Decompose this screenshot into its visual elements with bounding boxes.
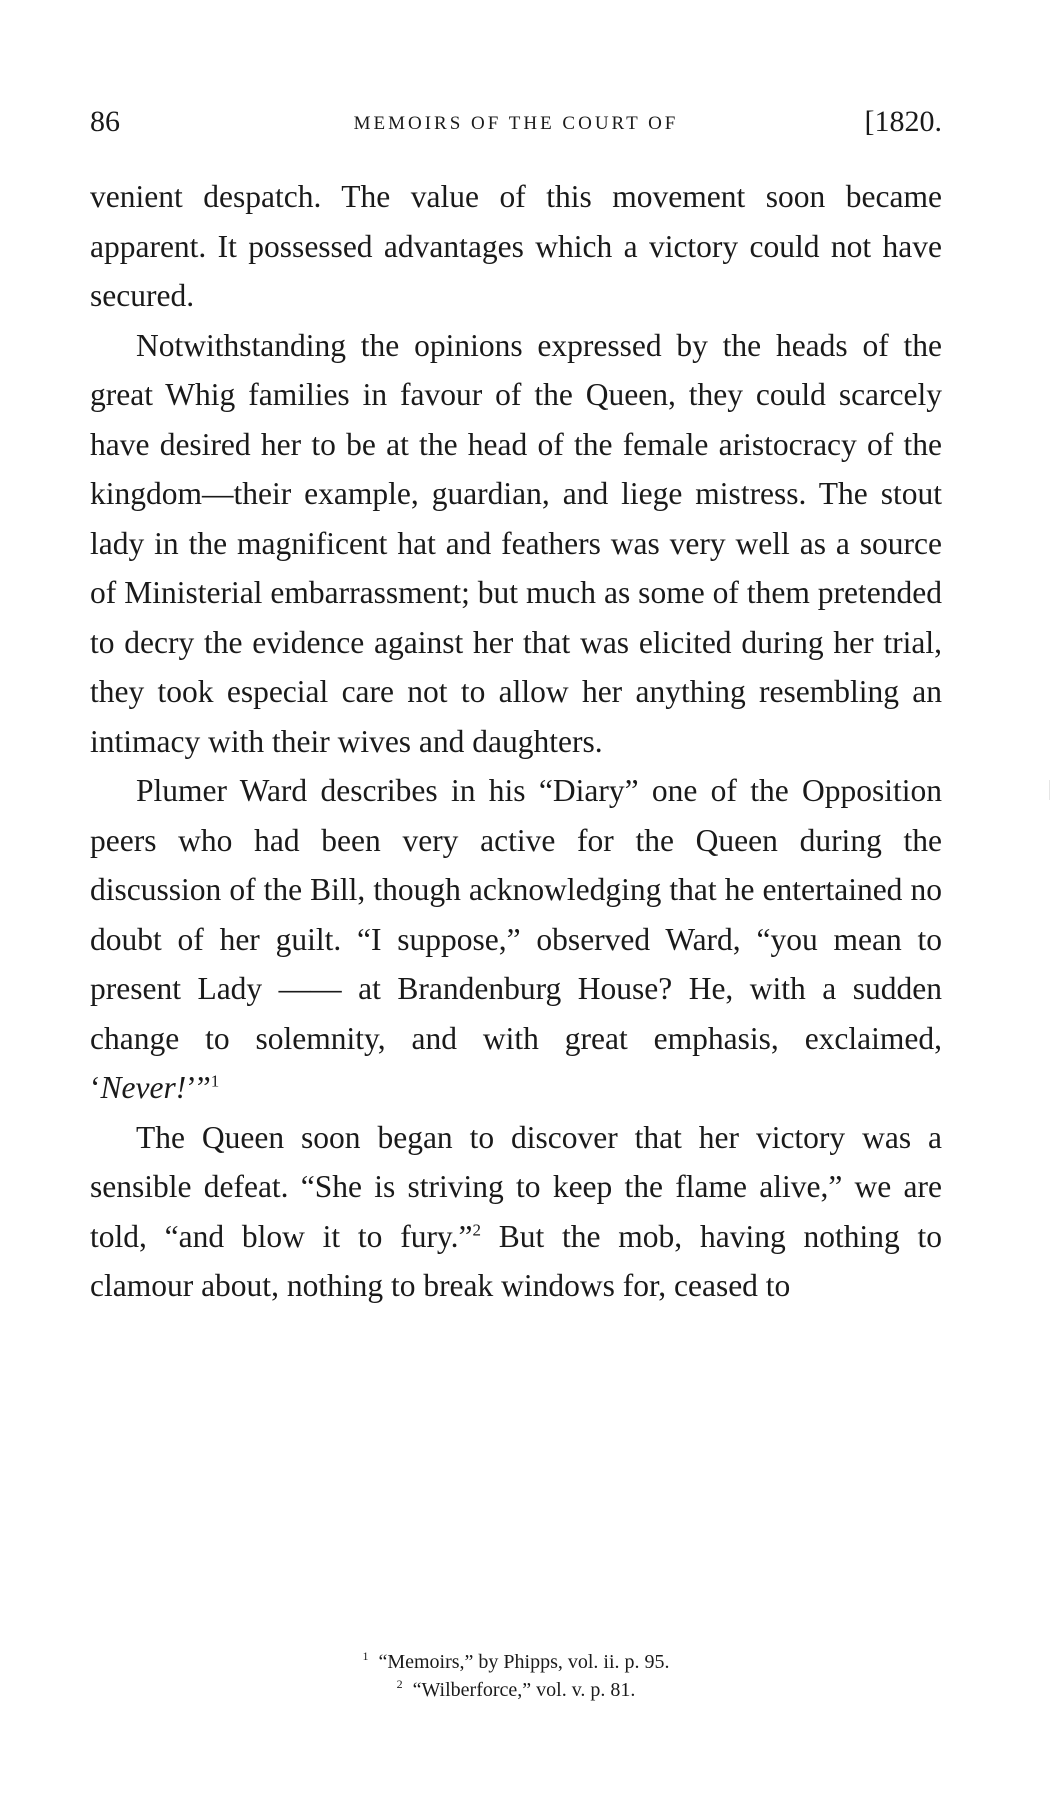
paragraph (90, 766, 942, 1113)
paragraph (90, 172, 942, 321)
footnote-text: “Memoirs,” by Phipps, vol. ii. p. 95. (378, 1651, 670, 1673)
paragraph-text: venient despatch. The value of this movement soon became apparent. It possessed advantages which a victory could not have secured. (90, 179, 942, 313)
paragraph-text: Notwithstanding the opinions expressed by the heads of the great Whig families in favour of the Queen, they could scarcely have desired her to be at the head of the female aristocracy of the kingdom—their example, guardian, and liege mistress. The stout lady in the magnificent hat and feathers was very well as a source of Ministerial embarrassment; but much as some of them pretended to decry the evidence against her that was elicited during her trial, they took especial care not to allow her anything resembling an intimacy with their wives and daughters. (90, 327, 942, 759)
page-number: 86 (90, 105, 120, 138)
footnote-marker: 1 (362, 1649, 369, 1664)
italic-quote: Never! (100, 1070, 187, 1105)
footnote (90, 1676, 942, 1704)
footnote-ref: 2 (472, 1220, 481, 1239)
header-year: [1820. (864, 105, 942, 138)
running-header (90, 105, 942, 145)
footnote (90, 1648, 942, 1676)
paragraph-text: ’” (186, 1070, 211, 1105)
footnotes (90, 1648, 942, 1704)
running-title: MEMOIRS OF THE COURT OF (353, 113, 679, 134)
footnote-marker: 2 (396, 1677, 403, 1692)
body-text (90, 172, 942, 1311)
footnote-ref: 1 (210, 1071, 220, 1091)
paragraph-text: But the mob, having nothing to clamour about, nothing to break windows for, ceased to (90, 1218, 942, 1303)
paragraph (90, 321, 942, 767)
paragraph (90, 1113, 942, 1311)
footnote-text: “Wilberforce,” vol. v. p. 81. (412, 1679, 636, 1701)
paragraph-text: Plumer Ward describes in his “Diary” one of the Opposition peers who had been very active for the Queen during the discussion of the Bill, though acknowledging that he entertained no doubt of her guilt. “I suppose,” observed Ward, “you mean to present Lady —— at Brandenburg House? He, with a sudden change to solemnity, and with great emphasis, exclaimed, ‘ (90, 773, 942, 1105)
paragraph-text: The Queen soon began to discover that her victory was a sensible defeat. “She is striving to keep the flame alive,” we are told, “and blow it to fury.” (90, 1119, 942, 1254)
